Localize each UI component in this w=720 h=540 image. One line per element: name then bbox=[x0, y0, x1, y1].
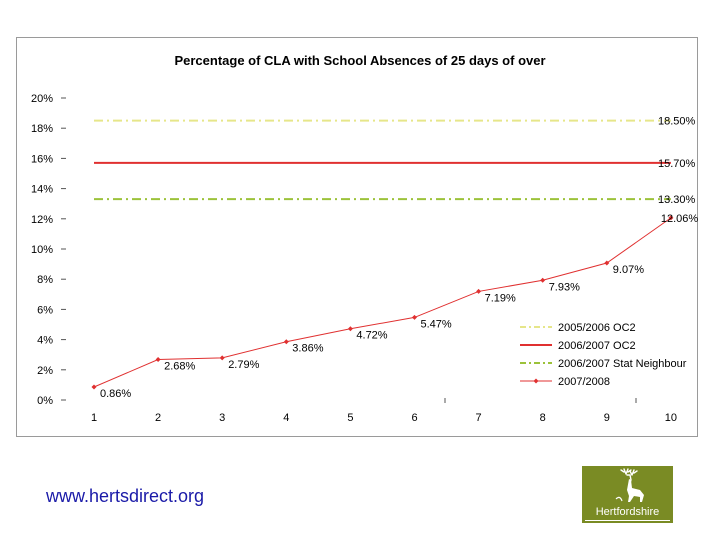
y-tick-label: 12% bbox=[30, 213, 53, 226]
legend-label: 2005/2006 OC2 bbox=[558, 322, 636, 334]
data-label: 12.06% bbox=[660, 212, 699, 225]
series-end-label: 18.50% bbox=[658, 115, 696, 128]
y-tick-label: 14% bbox=[30, 183, 53, 196]
y-tick-label: 4% bbox=[37, 334, 53, 347]
data-label: 4.72% bbox=[356, 329, 388, 342]
data-point bbox=[412, 315, 417, 320]
site-url[interactable]: www.hertsdirect.org bbox=[46, 486, 205, 506]
y-tick-label: 2% bbox=[37, 364, 53, 377]
y-tick-label: 6% bbox=[37, 304, 53, 317]
data-point bbox=[348, 326, 353, 331]
x-tick-label: 7 bbox=[475, 412, 482, 424]
data-point bbox=[156, 357, 161, 362]
data-label: 7.93% bbox=[548, 281, 580, 294]
x-tick-label: 8 bbox=[539, 412, 546, 424]
legend-label: 2006/2007 OC2 bbox=[558, 340, 636, 352]
data-label: 2.79% bbox=[228, 358, 260, 371]
x-tick-label: 2 bbox=[155, 412, 162, 424]
x-tick-label: 5 bbox=[347, 412, 354, 424]
series-end-label: 13.30% bbox=[658, 194, 696, 207]
legend-marker bbox=[534, 379, 539, 384]
data-point bbox=[92, 385, 97, 390]
y-tick-label: 18% bbox=[30, 123, 53, 136]
legend-label: 2007/2008 bbox=[558, 376, 610, 388]
logo-underline bbox=[585, 520, 670, 521]
data-point bbox=[284, 339, 289, 344]
y-tick-label: 16% bbox=[30, 153, 53, 166]
data-point bbox=[220, 355, 225, 360]
data-point bbox=[540, 278, 545, 283]
x-tick-label: 10 bbox=[664, 412, 678, 424]
data-label: 0.86% bbox=[100, 388, 132, 401]
y-tick-label: 0% bbox=[37, 395, 53, 407]
series-end-label: 15.70% bbox=[658, 157, 696, 170]
logo-text: Hertfordshire bbox=[595, 506, 660, 518]
data-label: 7.19% bbox=[484, 292, 516, 305]
legend-label: 2006/2007 Stat Neighbour bbox=[558, 358, 687, 370]
y-tick-label: 8% bbox=[37, 274, 53, 287]
y-tick-label: 20% bbox=[30, 93, 53, 105]
x-tick-label: 9 bbox=[603, 412, 610, 424]
data-point bbox=[476, 289, 481, 294]
x-tick-label: 6 bbox=[411, 412, 418, 424]
x-tick-label: 3 bbox=[219, 412, 226, 424]
data-label: 5.47% bbox=[420, 318, 452, 331]
x-tick-label: 4 bbox=[283, 412, 290, 424]
x-tick-label: 1 bbox=[90, 412, 98, 424]
data-label: 2.68% bbox=[164, 360, 196, 373]
hertfordshire-logo bbox=[582, 466, 673, 523]
chart-title: Percentage of CLA with School Absences of 25 days of over bbox=[174, 53, 546, 68]
data-label: 3.86% bbox=[292, 342, 324, 355]
y-tick-label: 10% bbox=[30, 244, 53, 256]
data-label: 9.07% bbox=[612, 264, 645, 277]
